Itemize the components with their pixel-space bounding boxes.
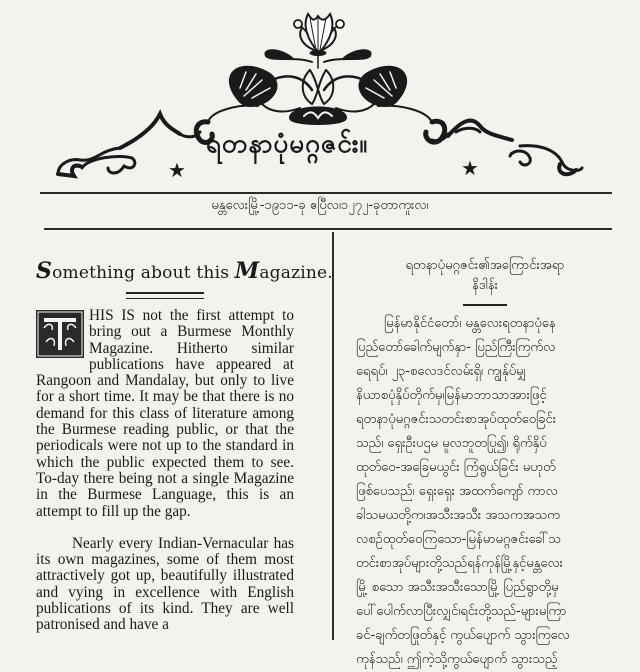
magazine-title: ရတနာပုံမဂ္ဂဇင်း။ [206, 129, 369, 159]
burmese-line: နိယာစပုံနှိပ်တိုက်မှ၊မြန်မာဘာသာအားဖြင့် [356, 387, 547, 403]
burmese-line: ခါသမယတို့က၊အသီးအသီး အသကအသက [356, 507, 560, 523]
burmese-line: မြို့ စသော အသီးအသီးသောမြို့ ပြည်ရွာတို့မှ [356, 579, 559, 595]
burmese-column [356, 256, 614, 672]
title-initial-s: S [36, 258, 53, 284]
english-column [36, 258, 333, 649]
burmese-line: ခင်-ချက်တဖြုတ်နှင့် ကွယ်ပျောက် သွားကြလေ [356, 627, 570, 643]
ornate-dropcap-icon [36, 310, 84, 358]
burmese-heading [356, 256, 614, 296]
burmese-body [356, 312, 614, 672]
burmese-line: ပြည်တော်ခေါက်မျက်နှာ- ပြည်ကြီးကြက်လ [356, 339, 556, 355]
top-rule [40, 192, 612, 194]
title-rule [126, 292, 204, 299]
star-icon: ★ [168, 158, 186, 182]
burmese-line: ပေါ်ပေါက်လာပြီးလျှင်၊ရင်းတို့သည်-များမကြာ [356, 603, 567, 619]
burmese-line: ထုတ်ဝေ-အခြေမယွင်း ကြံရွယ်ခြင်း မဟုတ် [356, 459, 556, 475]
column-divider [332, 232, 334, 640]
english-body [36, 308, 294, 634]
burmese-heading-rule [463, 304, 507, 306]
burmese-line: မြန်မာနိုင်ငံတော်၊ မန္တလေးရတနာပုံနေ [384, 315, 556, 331]
masthead [0, 0, 640, 200]
article-title [36, 258, 333, 284]
star-icon: ★ [461, 156, 479, 180]
burmese-line: ရေရပ်၊ ၂၃-စလေဒင်လမ်းရှိ၊ ကျွန်ုပ်မျှ [356, 363, 526, 379]
burmese-line: တင်းစာအုပ်များတို့သည်ရန်ကုန်မြို့နှင့်မန္တလေး [356, 555, 563, 571]
paragraph-1 [36, 308, 294, 520]
burmese-heading-line2: နိဒါန်း [472, 278, 498, 293]
title-text: agazine. [259, 263, 333, 283]
title-text: omething about this [52, 263, 235, 283]
burmese-line: လစဉ်ထုတ်ဝေကြသော-မြန်မာမဂ္ဂဇင်းခေါ်သ [356, 531, 561, 547]
burmese-line: ဖြစ်ပေသည်၊ ရှေးရှေး အထက်ကျော် ကာလ [356, 483, 558, 499]
paragraph-2: Nearly every Indian-Vernacular has its own magazines, some of them most attractively got up, beautifully illustrated and vying in excellence with English publications of its kind. They are well patronised and have a [36, 534, 294, 634]
burmese-line: ကုန်သည်၊ ဤကဲ့သို့ကွယ်ပျောက် သွားသည့် [356, 651, 558, 667]
burmese-line: သည်၊ ရှေးဦးပဌမ မူလဘူတပြု၍၊ ရိုက်နှိပ် [356, 435, 547, 451]
paragraph-1-text: HIS IS not the first attempt to bring out a Burmese Monthly Magazine. Hitherto similar publications have appeared at Rangoon and Mandalay, but only to live for a short time. It may be that there is no demand for this class of literature among the Burmese reading public, or that the periodicals were not up to the standard in which the public expected them to see. To-day there being not a single Magazine in the Burmese Language, this is an attempt to fill up the gap. [36, 307, 294, 520]
dateline-rule [44, 228, 612, 230]
lotus-flourish-ornament-icon [0, 0, 640, 200]
burmese-heading-line1: ရတနာပုံမဂ္ဂဇင်း၏အကြောင်းအရာ [405, 258, 565, 273]
dateline: မန္တလေးမြို့-၁၉၁၁-ခု ဧပြီလ၊၁၂၇၂-ခုတာကူးလ၊ [211, 198, 429, 213]
burmese-line: ရတနာပုံမဂ္ဂဇင်းသတင်းစာအုပ်ထုတ်ဝေခြင်း [356, 411, 557, 427]
title-initial-m: M [234, 258, 260, 284]
